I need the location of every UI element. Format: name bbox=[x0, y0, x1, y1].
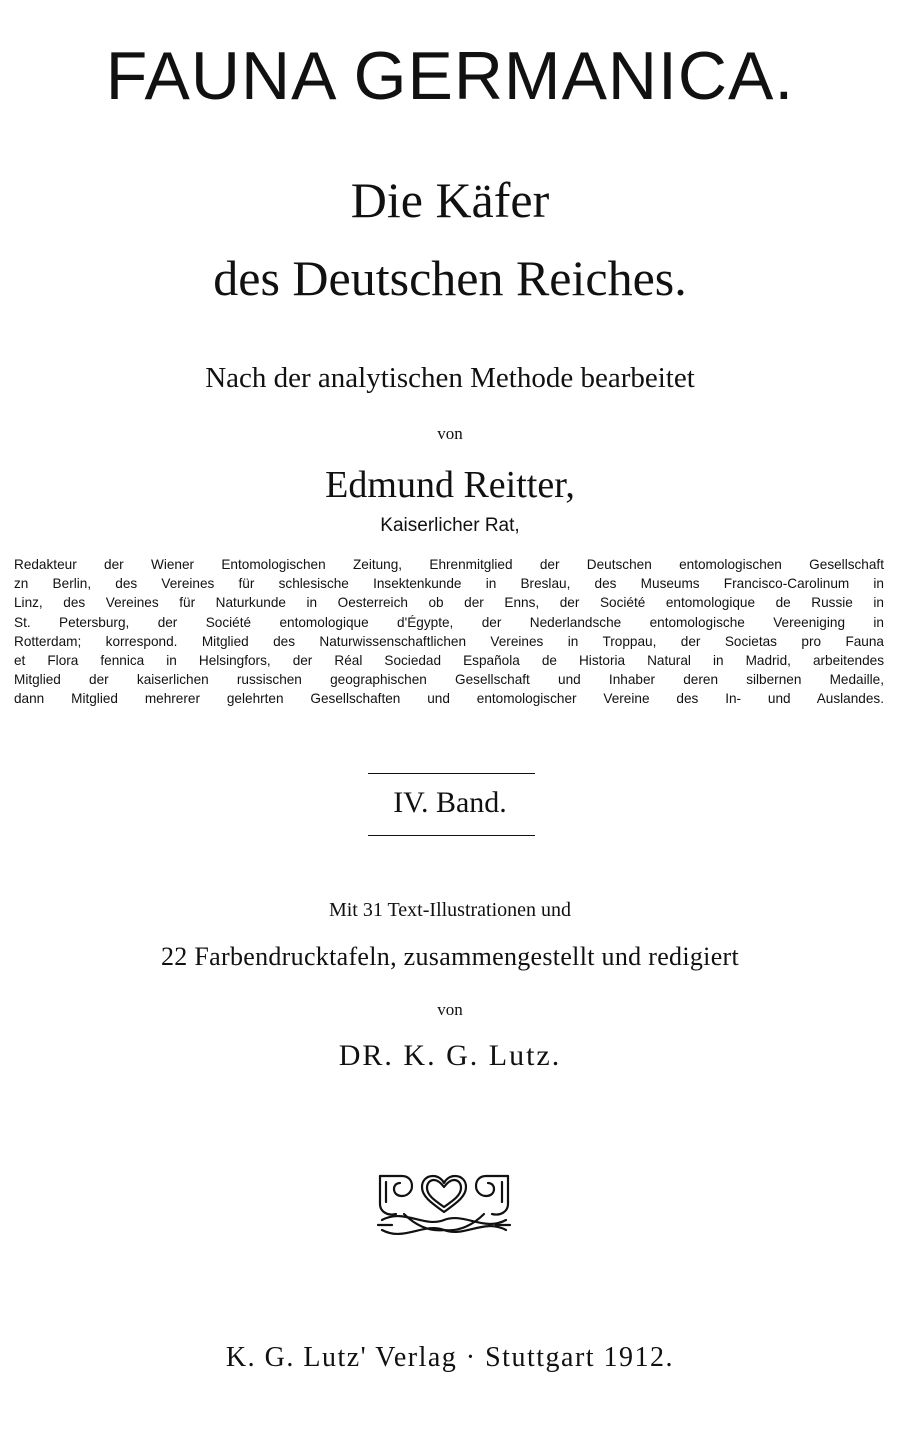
author-credentials bbox=[14, 555, 884, 709]
publisher-line: K. G. Lutz' Verlag · Stuttgart 1912. bbox=[225, 1342, 675, 1373]
plates-line: 22 Farbendrucktafeln, zusammengestellt und redigiert bbox=[160, 942, 740, 971]
illustrations-line: Mit 31 Text-Illustrationen und bbox=[328, 899, 572, 921]
divider-top bbox=[368, 773, 535, 774]
credentials-line: et Flora fennica in Helsingfors, der Réal Sociedad Española de Historia Natural in Madrid, arbeitendes bbox=[14, 653, 884, 669]
divider-bottom bbox=[368, 835, 535, 836]
author-name: Edmund Reitter, bbox=[325, 464, 575, 506]
credentials-line: Mitglied der kaiserlichen russischen geographischen Gesellschaft und Inhaber deren silbernen Medaille, bbox=[14, 672, 884, 688]
credentials-line: St. Petersburg, der Société entomologique d'Égypte, der Nederlandsche entomologische Vereeniging in bbox=[14, 614, 884, 630]
method-line: Nach der analytischen Methode bearbeitet bbox=[205, 362, 695, 394]
subtitle-line-2: des Deutschen Reiches. bbox=[213, 250, 687, 306]
credentials-line: Rotterdam; korrespond. Mitglied des Naturwissenschaftlichen Vereines in Troppau, der Societas pro Fauna bbox=[14, 633, 884, 649]
credentials-line: dann Mitglied mehrerer gelehrten Gesellschaften und entomologischer Vereine des In- und Auslandes. bbox=[14, 691, 884, 707]
author-title: Kaiserlicher Rat, bbox=[380, 515, 520, 536]
von-author: von bbox=[437, 424, 463, 443]
volume-label: IV. Band. bbox=[393, 786, 507, 819]
subtitle-line-1: Die Käfer bbox=[350, 172, 550, 228]
credentials-line: Linz, des Vereines für Naturkunde in Oesterreich ob der Enns, der Société entomologique de Russie in bbox=[14, 595, 884, 611]
credentials-line: Redakteur der Wiener Entomologischen Zeitung, Ehrenmitglied der Deutschen entomologischen Gesellschaft bbox=[14, 557, 884, 572]
credentials-line: zn Berlin, des Vereines für schlesische Insektenkunde in Breslau, des Museums Francisco-Carolinum in bbox=[14, 576, 884, 592]
heart-vine-ornament-icon bbox=[374, 1168, 514, 1242]
main-title: FAUNA GERMANICA. bbox=[105, 38, 795, 114]
editor-name: DR. K. G. Lutz. bbox=[338, 1039, 562, 1072]
von-editor: von bbox=[437, 1000, 463, 1019]
